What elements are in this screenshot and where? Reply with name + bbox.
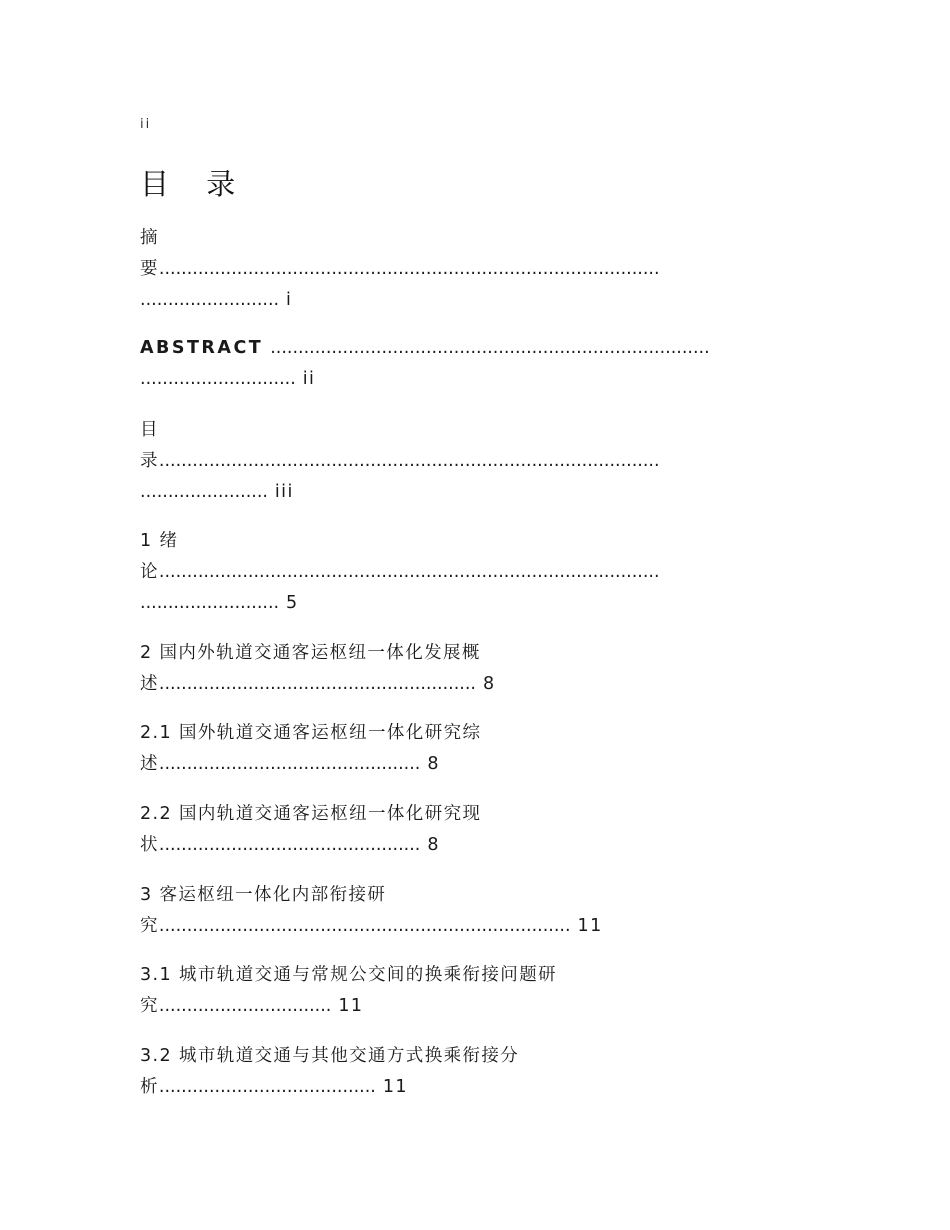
toc-entry-text: 析 [140,1077,159,1097]
toc-entry-line [140,588,820,619]
toc-entry-line [140,285,820,316]
dot-leader: ......................... [140,593,280,613]
dot-leader: ......................................................... [158,674,476,694]
toc-entry-line [140,446,820,477]
toc-page-number: 8 [427,754,440,774]
toc-entry-line [140,557,820,588]
toc-page-number: 11 [577,916,603,936]
toc-page-number: i [286,290,293,310]
dot-leader: ............................................... [158,835,421,855]
dot-leader: ............................ [140,369,296,389]
toc-entry-line: 3.1 城市轨道交通与常规公交间的换乘衔接问题研 [140,965,557,985]
dot-leader: .......................................................................................... [158,562,660,582]
dot-leader: ......................... [140,290,280,310]
toc-page-number: ii [302,369,316,389]
toc-entry-contents[interactable] [140,415,820,508]
toc-entry-section-3-1[interactable] [140,960,820,1022]
toc-title: 目 录 [140,167,250,201]
toc-entry-section-2-1[interactable] [140,718,820,780]
dot-leader: ....................... [140,482,268,502]
toc-entry-text: 要 [140,259,159,279]
toc-entry-line: 1 绪 [140,531,179,551]
toc-entry-abstract-en[interactable] [140,333,820,395]
toc-entry-line: 摘 [140,228,159,248]
dot-leader: ....................................... [158,1077,376,1097]
toc-entry-line [140,991,820,1022]
toc-entry-line: 2 国内外轨道交通客运枢纽一体化发展概 [140,643,481,663]
toc-entry-line: 3.2 城市轨道交通与其他交通方式换乘衔接分 [140,1046,520,1066]
toc-entry-section-3-2[interactable] [140,1041,820,1103]
toc-entry-line [140,254,820,285]
dot-leader: ............................................... [158,754,421,774]
toc-entry-line [140,911,820,942]
toc-entry-line [140,830,820,861]
toc-entry-line: 目 [140,420,159,440]
toc-entry-text: 究 [140,916,159,936]
toc-page-number: 11 [338,996,364,1016]
toc-entry-line [140,333,820,364]
dot-leader: ............................... [158,996,332,1016]
toc-entry-line: 2.1 国外轨道交通客运枢纽一体化研究综 [140,723,482,743]
toc-entry-text: 论 [140,562,159,582]
dot-leader: .......................................................................................... [158,259,660,279]
dot-leader: .......................................................................................... [158,451,660,471]
toc-entry-abstract-cn[interactable] [140,223,820,316]
toc-entry-chapter-2[interactable] [140,638,820,700]
dot-leader: .......................................................................... [158,916,571,936]
toc-page-number: 8 [482,674,496,694]
toc-entry-line: 2.2 国内轨道交通客运枢纽一体化研究现 [140,804,482,824]
toc-entry-chapter-3[interactable] [140,880,820,942]
toc-page-number: 5 [286,593,299,613]
toc-page-number: iii [274,482,294,502]
toc-entry-line [140,669,820,700]
toc-page-number: 8 [427,835,440,855]
toc-entry-line [140,364,820,395]
toc-entry-text: 究 [140,996,159,1016]
toc-entry-line [140,477,820,508]
toc-entry-section-2-2[interactable] [140,799,820,861]
dot-leader: ............................................................................... [270,338,710,358]
toc-page-number: 11 [382,1077,408,1097]
toc-entry-line [140,749,820,780]
page-number: ii [140,117,152,132]
toc-entry-text: 述 [140,754,159,774]
toc-entry-text: ABSTRACT [140,338,264,358]
toc-entry-text: 状 [140,835,159,855]
toc-entry-text: 录 [140,451,159,471]
toc-entry-line: 3 客运枢纽一体化内部衔接研 [140,885,387,905]
toc-entry-text: 述 [140,674,159,694]
toc-entry-chapter-1[interactable] [140,526,820,619]
toc-entry-line [140,1072,820,1103]
